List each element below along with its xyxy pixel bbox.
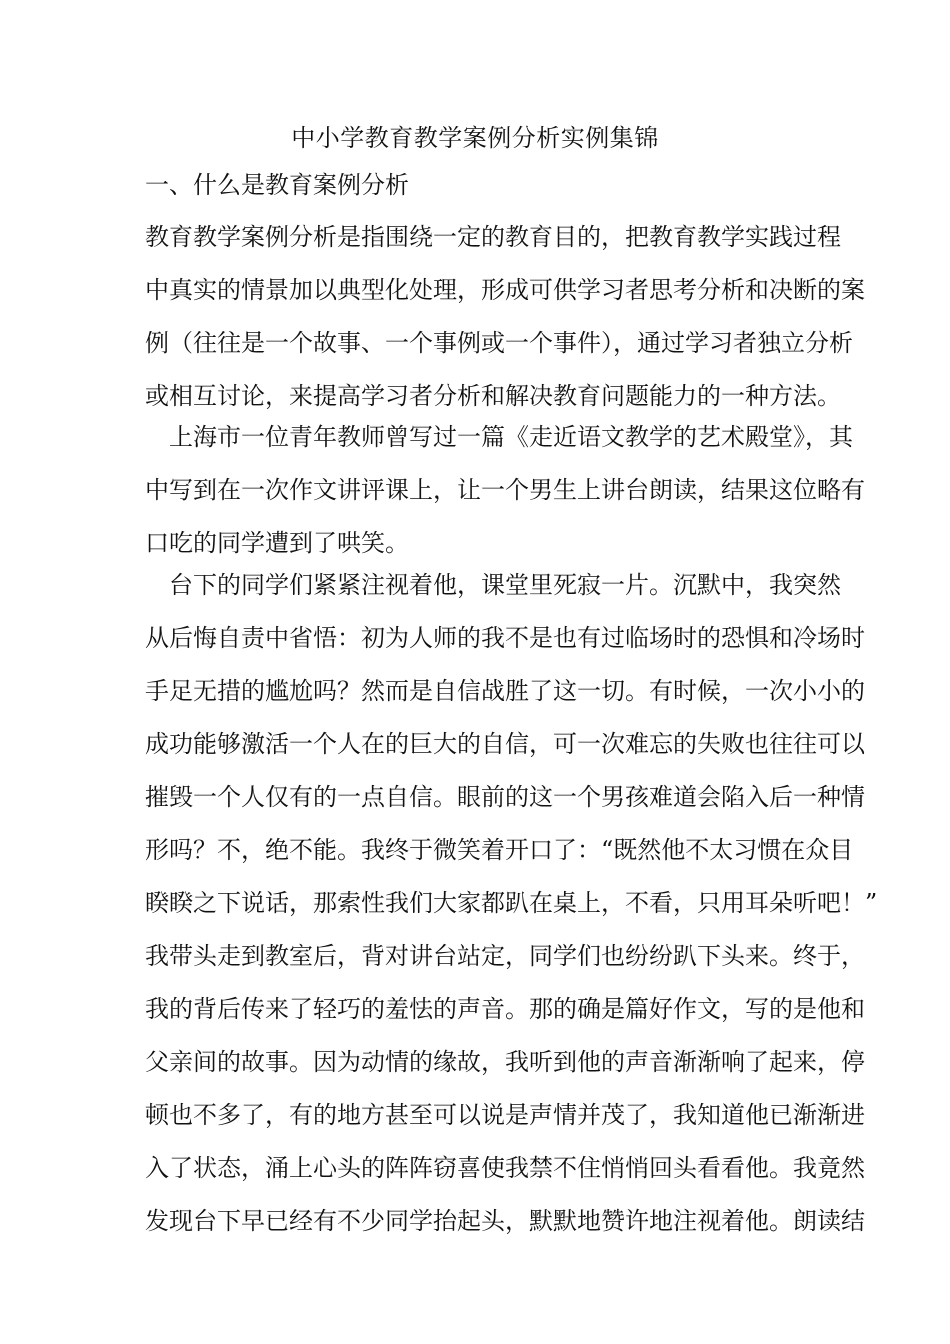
paragraph-line: 发现台下早已经有不少同学抬起头，默默地赞许地注视着他。朗读结 (145, 1207, 865, 1235)
paragraph-line: 摧毁一个人仅有的一点自信。眼前的这一个男孩难道会陷入后一种情 (145, 783, 865, 811)
paragraph-line: 口吃的同学遭到了哄笑。 (145, 529, 409, 557)
paragraph-line: 手足无措的尴尬吗？然而是自信战胜了这一切。有时候，一次小小的 (145, 677, 865, 705)
paragraph-line: 形吗？不，绝不能。我终于微笑着开口了：“既然他不太习惯在众目 (145, 836, 854, 864)
paragraph-case-intro (145, 411, 865, 570)
paragraph-line: 我的背后传来了轻巧的羞怯的声音。那的确是篇好作文，写的是他和 (145, 995, 865, 1023)
paragraph-line: 教育教学案例分析是指围绕一定的教育目的，把教育教学实践过程 (145, 223, 841, 251)
paragraph-line: 中真实的情景加以典型化处理，形成可供学习者思考分析和决断的案 (145, 276, 865, 304)
section-heading: 一、什么是教育案例分析 (145, 171, 409, 199)
paragraph-line: 顿也不多了，有的地方甚至可以说是声情并茂了，我知道他已渐渐进 (145, 1101, 865, 1129)
paragraph-definition (145, 211, 865, 423)
paragraph-line: 父亲间的故事。因为动情的缘故，我听到他的声音渐渐响了起来，停 (145, 1048, 865, 1076)
paragraph-line: 从后悔自责中省悟：初为人师的我不是也有过临场时的恐惧和冷场时 (145, 624, 865, 652)
paragraph-line: 或相互讨论，来提高学习者分析和解决教育问题能力的一种方法。 (145, 382, 841, 410)
paragraph-line: 中写到在一次作文讲评课上，让一个男生上讲台朗读，结果这位略有 (145, 476, 865, 504)
paragraph-line: 例（往往是一个故事、一个事例或一个事件），通过学习者独立分析 (145, 329, 853, 357)
paragraph-line: 睽睽之下说话，那索性我们大家都趴在桌上，不看，只用耳朵听吧！” (145, 889, 878, 917)
document-title: 中小学教育教学案例分析实例集锦 (291, 124, 659, 152)
paragraph-line: 上海市一位青年教师曾写过一篇《走近语文教学的艺术殿堂》，其 (145, 423, 853, 451)
paragraph-line: 我带头走到教室后，背对讲台站定，同学们也纷纷趴下头来。终于， (145, 942, 865, 970)
paragraph-line: 台下的同学们紧紧注视着他，课堂里死寂一片。沉默中，我突然 (145, 571, 841, 599)
paragraph-case-story (145, 559, 878, 1248)
paragraph-line: 成功能够激活一个人在的巨大的自信，可一次难忘的失败也往往可以 (145, 730, 865, 758)
paragraph-line: 入了状态，涌上心头的阵阵窃喜使我禁不住悄悄回头看看他。我竟然 (145, 1154, 865, 1182)
